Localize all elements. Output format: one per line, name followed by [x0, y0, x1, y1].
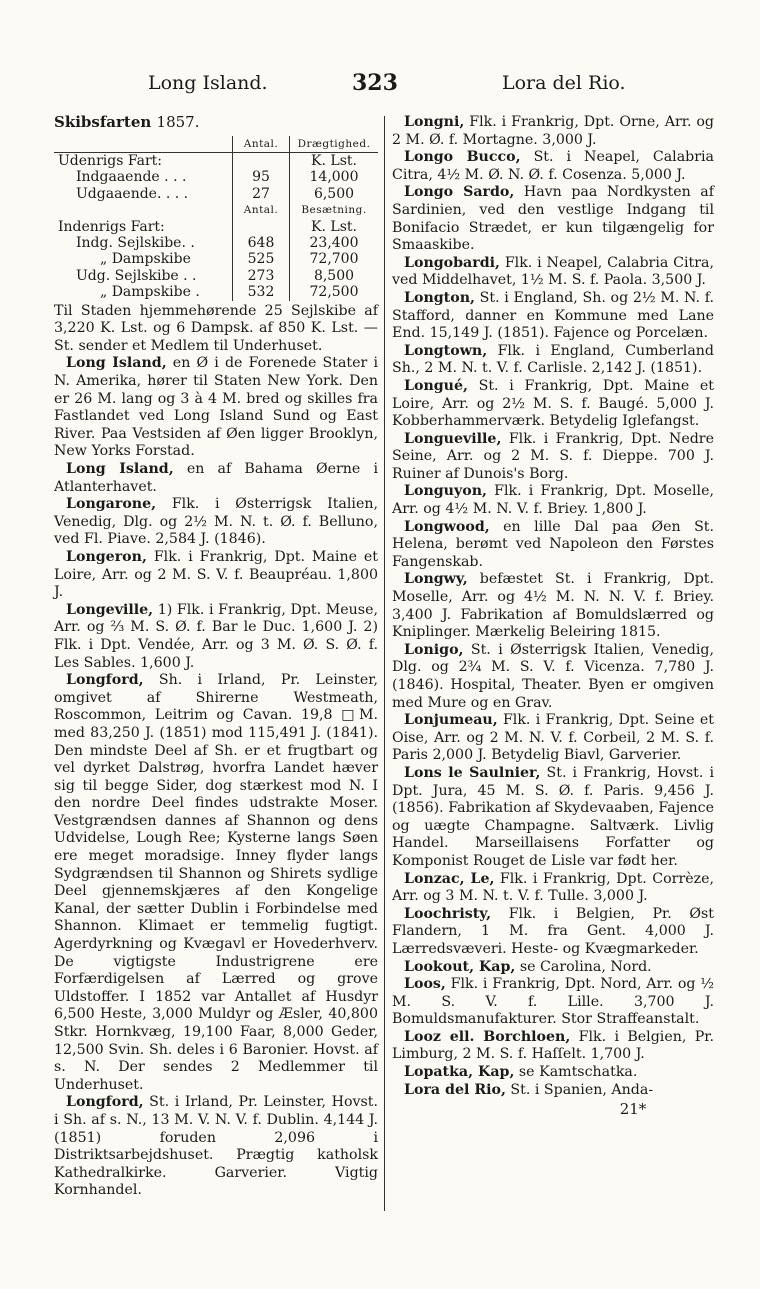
- row-antal: 95: [233, 169, 290, 185]
- dictionary-entry: [392, 712, 714, 765]
- dictionary-entry: [392, 1064, 714, 1082]
- entry-text: Flk. i Frankrig, Dpt. Nedre Seine, Arr. og 2 M. S. f. Dieppe. 700 J. Ruiner af Dunois's Borg.: [392, 430, 714, 482]
- table-row: [54, 169, 378, 185]
- dictionary-entry: [392, 642, 714, 712]
- dictionary-entry: [392, 871, 714, 906]
- dictionary-entry: [392, 431, 714, 484]
- row-antal: 525: [233, 251, 290, 267]
- row-value: 23,400: [290, 235, 379, 251]
- entry-text: Flk. i Østerrigsk Italien, Venedig, Dlg. og 2½ M. N. t. Ø. f. Belluno, ved Fl. Piave. 2,584 J. (1846).: [54, 496, 378, 548]
- entry-text: Havn paa Nordkysten af Sardinien, ved den vestlige Indgang til Bonifacio Strædet, er kun tilgængelig for Smaaskibe.: [392, 184, 714, 254]
- row-label: Udgaaende. . . .: [76, 185, 189, 202]
- col-header-antal-2: Antal.: [233, 202, 290, 218]
- dictionary-entry: [392, 765, 714, 871]
- entry-text: Flk. i Belgien, Pr. Limburg, 2 M. S. f. Haſſelt. 1,700 J.: [392, 1028, 715, 1063]
- left-column: [54, 114, 378, 1200]
- entry-text: St. i Neapel, Calabria Citra, 4½ M. Ø. N. Ø. f. Cosenza. 5,000 J.: [392, 149, 715, 183]
- foreign-label: Udenrigs Fart:: [58, 153, 162, 169]
- row-value: 14,000: [290, 169, 379, 185]
- entry-headword: Lonzac, Le,: [404, 870, 495, 887]
- entry-headword: Longeron,: [66, 548, 147, 565]
- row-label: Udg. Sejlskibe . .: [76, 267, 197, 284]
- dictionary-entry: [392, 571, 714, 641]
- dictionary-entry: [392, 519, 714, 572]
- entry-headword: Lookout, Kap,: [404, 958, 516, 975]
- signature-mark: 21*: [619, 1100, 647, 1119]
- entry-headword: Longo Bucco,: [404, 149, 521, 166]
- entry-headword: Loos,: [404, 976, 446, 993]
- unit-label-2: K. Lst.: [290, 219, 379, 235]
- entry-headword: Longton,: [404, 289, 475, 306]
- entry-text: se Kamtschatka.: [518, 1064, 638, 1081]
- table-row: [54, 235, 378, 251]
- dictionary-entry: [392, 378, 714, 431]
- entry-text: St. i Irland, Pr. Leinster, Hovst. i Sh. af s. N., 13 M. V. N. V. f. Dublin. 4,144 J. (1851) foruden 2,096 i Distriktsarbejdshuset. Prægtig katholsk Kathedralkirke. Garverier. Vigtig Kornhandel.: [54, 1094, 378, 1199]
- row-antal: 27: [233, 186, 290, 202]
- page-number: 323: [352, 70, 398, 96]
- entry-headword: Lopatka, Kap,: [404, 1064, 515, 1081]
- entry-headword: Longtown,: [404, 342, 488, 359]
- table-row: [54, 268, 378, 284]
- entry-text: Flk. i Frankrig, Dpt. Seine et Oise, Arr. og 2 M. N. V. f. Corbeil, 2 M. S. f. Paris 2,000 J. Betydelig Biavl, Garverier.: [392, 712, 714, 764]
- entry-headword: Longueville,: [404, 430, 502, 447]
- dictionary-entry: [54, 496, 378, 549]
- row-value: 8,500: [290, 268, 379, 284]
- dictionary-entry: [54, 1094, 378, 1200]
- entry-text: se Carolina, Nord.: [519, 958, 652, 975]
- running-head-left: Long Island.: [148, 72, 268, 94]
- col-header-draegtighed: Drægtighed.: [290, 136, 379, 153]
- entry-text: Flk. i Neapel, Calabria Citra, ved Middelhavet, 1½ M. S. f. Paola. 3,500 J.: [392, 254, 715, 289]
- row-value: 72,500: [290, 284, 379, 300]
- entry-headword: Longué,: [404, 377, 468, 394]
- entry-headword: Longwood,: [404, 518, 490, 535]
- dictionary-entry: [392, 1082, 714, 1100]
- dictionary-entry: [392, 114, 714, 149]
- entry-headword: Longobardi,: [404, 254, 500, 271]
- entry-text: Flk. i Frankrig, Dpt. Moselle, Arr. og 4½ M. N. V. f. Briey. 1,800 J.: [392, 483, 714, 518]
- row-label: Indgaaende . . .: [76, 169, 187, 186]
- entry-text: St. i Østerrigsk Italien, Venedig, Dlg. og 2¾ M. S. V. f. Vicenza. 7,780 J. (1846). Hospital, Theater. Byen er omgiven med Mure og en Grav.: [392, 641, 714, 711]
- dictionary-entry: [392, 483, 714, 518]
- col-header-antal: Antal.: [233, 136, 290, 153]
- entry-headword: Longuyon,: [404, 483, 487, 500]
- row-label: Indg. Sejlskibe. .: [76, 235, 195, 252]
- entry-headword: Longford,: [66, 1094, 144, 1111]
- dictionary-entry: [392, 255, 714, 290]
- entry-headword: Lora del Rio,: [404, 1081, 506, 1098]
- entry-headword: Lons le Saulnier,: [404, 764, 541, 781]
- dictionary-entry: [392, 149, 714, 184]
- entry-headword: Loochristy,: [404, 905, 492, 922]
- table-row: [54, 186, 378, 202]
- table-row: [54, 251, 378, 267]
- entry-headword: Lonjumeau,: [404, 712, 498, 729]
- entry-headword: Longeville,: [66, 601, 154, 618]
- domestic-label: Indenrigs Fart:: [58, 218, 165, 235]
- entry-headword: Longford,: [66, 672, 144, 689]
- entry-text: Flk. i Belgien, Pr. Øst Flandern, 1 M. fra Gent. 4,000 J. Lærredsvæveri. Heste- og Kvægmarkeder.: [392, 905, 714, 957]
- dictionary-entry: [392, 343, 714, 378]
- entry-text: Flk. i Frankrig, Dpt. Orne, Arr. og 2 M. Ø. f. Mortagne. 3,000 J.: [392, 114, 714, 148]
- dictionary-entry: [54, 602, 378, 672]
- entry-text: Sh. i Irland, Pr. Leinster, omgivet af Shirerne Westmeath, Roscommon, Leitrim og Cavan. 19,8 □M. med 83,250 J. (1851) mod 115,491 J. (1841). Den mindste Deel af Sh. er et frugtbart og vel dyrket Dalstrøg, hvorfra Landet hæver sig til begge Sider, dog stærkest mod N. I den nordre Deel findes udstrakte Moser. Vestgrændsen dannes af Shannon og dens Udvidelse, Lough Ree; Kysterne langs Søen ere meget moradsige. Inney flyder langs Sydgrændsen til Shannon og Shirets sydlige Deel gjennemskjæres af den Kongelige Kanal, der sætter Dublin i Forbindelse med Shannon. Klimaet er temmelig fugtigt. Agerdyrkning og Kvægavl er Hovederhverv. De vigtigste Industrigrene ere Forfærdigelsen af Lærred og grove Uldstoffer. I 1852 var Antallet af Husdyr 6,500 Heste, 3,000 Muldyr og Æsler, 40,800 Stkr. Hornkvæg, 19,100 Faar, 8,000 Geder, 12,500 Svin. Sh. deles i 6 Baronier. Hovst. af s. N. Der sendes 2 Medlemmer til Underhuset.: [54, 672, 379, 1093]
- entry-text: Flk. i Frankrig, Dpt. Corrèze, Arr. og 3 M. N. t. V. f. Tulle. 3,000 J.: [392, 870, 714, 905]
- page-header: [0, 72, 760, 102]
- column-divider: [384, 116, 385, 1211]
- shipping-title-head: Skibsfarten: [54, 113, 152, 131]
- right-column: [392, 114, 714, 1119]
- dictionary-entry: [54, 461, 378, 496]
- dictionary-entry: [392, 959, 714, 977]
- entry-text: en af Bahama Øerne i Atlanterhavet.: [54, 461, 378, 495]
- entry-text: Flk. i Frankrig, Dpt. Maine et Loire, Arr. og 2 M. S. V. f. Beaupréau. 1,800 J.: [54, 548, 378, 601]
- entry-text: St. i Frankrig, Hovst. i Dpt. Jura, 45 M. S. Ø. f. Paris. 9,456 J. (1856). Fabrikation af Skydevaaben, Fajence og uægte Champagne. Saltværk. Livlig Handel. Marseillaisens Forfatter og Komponist Rouget de Lisle var født her.: [392, 764, 715, 869]
- entry-text: 1) Flk. i Frankrig, Dpt. Meuse, Arr. og ⅔ M. S. Ø. f. Bar le Duc. 1,600 J. 2) Flk. i Dpt. Vendée, Arr. og 3 M. Ø. S. Ø. f. Les Sables. 1,600 J.: [54, 601, 378, 671]
- entry-headword: Long Island,: [66, 355, 167, 372]
- row-label: „ Dampskibe .: [100, 284, 200, 301]
- entry-headword: Longarone,: [66, 496, 157, 513]
- row-antal: 532: [233, 284, 290, 300]
- shipping-note: Til Staden hjemmehørende 25 Sejlskibe af 3,220 K. Lst. og 6 Dampsk. af 850 K. Lst. — St. sender et Medlem til Underhuset.: [54, 302, 378, 354]
- entry-headword: Longni,: [404, 114, 465, 130]
- table-row: [54, 153, 378, 170]
- running-head-right: Lora del Rio.: [502, 72, 626, 94]
- row-value: 72,700: [290, 251, 379, 267]
- dictionary-entry: [392, 906, 714, 959]
- dictionary-entry: [54, 355, 378, 461]
- entry-text: St. i England, Sh. og 2½ M. N. f. Stafford, danner en Kommune med Lane End. 15,149 J. (1851). Fajence og Porcelæn.: [392, 289, 715, 342]
- shipping-header-row: [54, 136, 378, 153]
- table-row: [54, 219, 378, 235]
- col-header-besaetning: Besætning.: [290, 202, 379, 218]
- entry-text: St. i Frankrig, Dpt. Maine et Loire, Arr. og 2½ M. S. f. Baugé. 5,000 J. Kobberhammerværk. Betydelig Iglefangst.: [392, 377, 714, 430]
- entry-text: St. i Spanien, Anda-: [510, 1081, 654, 1098]
- row-value: 6,500: [290, 186, 379, 202]
- entry-headword: Longwy,: [404, 571, 468, 588]
- unit-label: K. Lst.: [290, 153, 379, 170]
- row-antal: 273: [233, 268, 290, 284]
- shipping-title-year: 1857.: [156, 113, 200, 131]
- dictionary-entry: [392, 1029, 714, 1064]
- entry-text: Flk. i England, Cumberland Sh., 2 M. N. t. V. f. Carlisle. 2,142 J. (1851).: [392, 342, 715, 377]
- dictionary-entry: [392, 290, 714, 343]
- dictionary-entry: [392, 184, 714, 254]
- dictionary-entry: [54, 549, 378, 602]
- entry-text: befæstet St. i Frankrig, Dpt. Moselle, Arr. og 4½ M. N. N. V. f. Briey. 3,400 J. Fabrikation af Bomuldslærred og Kniplinger. Mærkelig Beleiring 1815.: [392, 571, 714, 641]
- dictionary-entry: [54, 672, 378, 1094]
- row-label: „ Dampskibe: [100, 251, 191, 268]
- table-row: [54, 284, 378, 300]
- shipping-section-title: [54, 114, 378, 132]
- table-row: [54, 202, 378, 218]
- entry-text: en lille Dal paa Øen St. Helena, berømt ved Napoleon den Førstes Fangenskab.: [392, 518, 715, 570]
- entry-headword: Long Island,: [66, 461, 174, 477]
- dictionary-entry: [392, 976, 714, 1029]
- entry-headword: Looz ell. Borchloen,: [404, 1028, 571, 1045]
- entry-text: en Ø i de Forenede Stater i N. Amerika, hører til Staten New York. Den er 26 M. lang og 3 à 4 M. bred og skilles fra Fastlandet ved Long Island Sund og East River. Paa Vestsiden af Øen ligger Brooklyn, New Yorks Forstad.: [54, 355, 378, 460]
- row-antal: 648: [233, 235, 290, 251]
- entry-headword: Lonigo,: [404, 641, 464, 658]
- entry-headword: Longo Sardo,: [404, 184, 515, 201]
- shipping-table: [54, 136, 378, 301]
- entry-text: Flk. i Frankrig, Dpt. Nord, Arr. og ½ M. S. V. f. Lille. 3,700 J. Bomuldsmanufakturer. Stor Straffeanstalt.: [392, 976, 714, 1028]
